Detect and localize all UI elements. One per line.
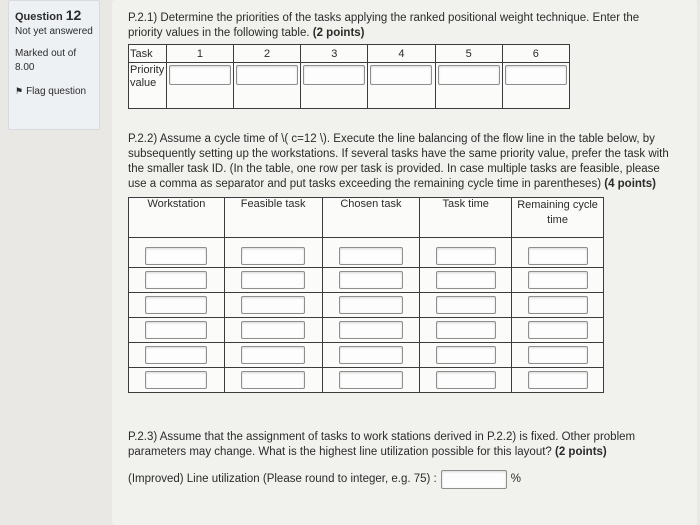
balancing-cell (224, 343, 322, 368)
workstation-input-row-5[interactable] (145, 346, 207, 364)
balancing-row-5 (129, 343, 604, 368)
line-balancing-table (128, 197, 604, 393)
chosen-task-input-row-1[interactable] (339, 247, 403, 265)
remaining-time-input-row-2[interactable] (528, 271, 588, 289)
task-time-input-row-3[interactable] (436, 296, 496, 314)
balancing-row-1 (129, 238, 604, 268)
task-id-2: 2 (233, 45, 300, 63)
balancing-cell (224, 318, 322, 343)
task-time-input-row-1[interactable] (436, 247, 496, 265)
p23-text-block (128, 430, 684, 460)
p21-question-text: P.2.1) Determine the priorities of the tasks applying the ranked positional weight technique. Enter the priority values in the following table. (128, 12, 640, 39)
task-id-6: 6 (502, 45, 569, 63)
balancing-cell (322, 343, 420, 368)
p23-points: (2 points) (555, 446, 607, 458)
balancing-cell (420, 238, 512, 268)
balancing-cell (224, 238, 322, 268)
flag-question-label[interactable]: Flag question (26, 86, 87, 97)
feasible-task-input-row-6[interactable] (241, 371, 305, 389)
remaining-time-input-row-4[interactable] (528, 321, 588, 339)
header-remaining-cycle-time: Remaining cycle time (512, 198, 604, 238)
balancing-cell (420, 343, 512, 368)
balancing-cell (420, 318, 512, 343)
question-content (112, 0, 697, 525)
balancing-cell (224, 293, 322, 318)
utilization-prompt: (Improved) Line utilization (Please round to integer, e.g. 75) : (128, 473, 437, 485)
balancing-row-6 (129, 368, 604, 393)
feasible-task-input-row-4[interactable] (241, 321, 305, 339)
priority-input-task-5[interactable] (438, 65, 500, 85)
feasible-task-input-row-5[interactable] (241, 346, 305, 364)
feasible-task-input-row-1[interactable] (241, 247, 305, 265)
task-time-input-row-5[interactable] (436, 346, 496, 364)
header-feasible-task: Feasible task (224, 198, 322, 238)
task-id-3: 3 (301, 45, 368, 63)
balancing-cell (322, 293, 420, 318)
balancing-cell (512, 238, 604, 268)
question-status: Not yet answered (15, 26, 93, 37)
p22-text-block (128, 132, 676, 192)
remaining-time-input-row-6[interactable] (528, 371, 588, 389)
balancing-cell (512, 368, 604, 393)
balancing-cell (512, 318, 604, 343)
balancing-cell (420, 293, 512, 318)
task-id-4: 4 (368, 45, 435, 63)
priority-table (128, 44, 570, 109)
flag-icon[interactable]: ⚑ (15, 86, 24, 96)
balancing-cell (129, 238, 225, 268)
task-time-input-row-6[interactable] (436, 371, 496, 389)
balancing-cell (512, 343, 604, 368)
balancing-cell (420, 368, 512, 393)
task-time-input-row-4[interactable] (436, 321, 496, 339)
percent-unit: % (510, 473, 521, 485)
p22-question-text: P.2.2) Assume a cycle time of \( c=12 \). Execute the line balancing of the flow line in the table below, by subsequently setting up the workstations. If several tasks have the same priority value, prefer the task with the smaller task ID. (In the table, one row per task is provided. In case multiple tasks are feasible, please use a comma as separator and put tasks exceeding the remaining cycle time in parentheses) (128, 133, 669, 190)
remaining-time-input-row-1[interactable] (528, 247, 588, 265)
balancing-row-2 (129, 268, 604, 293)
priority-input-task-1[interactable] (169, 65, 231, 85)
feasible-task-input-row-2[interactable] (241, 271, 305, 289)
balancing-cell (322, 268, 420, 293)
workstation-input-row-2[interactable] (145, 271, 207, 289)
balancing-cell (512, 268, 604, 293)
header-task-time: Task time (420, 198, 512, 238)
priority-input-task-6[interactable] (505, 65, 567, 85)
balancing-cell (129, 293, 225, 318)
workstation-input-row-3[interactable] (145, 296, 207, 314)
priority-input-task-4[interactable] (370, 65, 432, 85)
workstation-input-row-6[interactable] (145, 371, 207, 389)
feasible-task-input-row-3[interactable] (241, 296, 305, 314)
question-number: 12 (65, 7, 82, 23)
p22-points: (4 points) (604, 178, 656, 190)
question-marks: Marked out of 8.00 (15, 48, 77, 73)
p23-question-text: P.2.3) Assume that the assignment of tasks to work stations derived in P.2.2) is fixed. Other problem parameters may change. What is the highest line utilization possible for this layout? (128, 431, 636, 458)
chosen-task-input-row-5[interactable] (339, 346, 403, 364)
header-workstation: Workstation (129, 198, 225, 238)
question-label: Question (15, 11, 63, 23)
header-chosen-task: Chosen task (322, 198, 420, 238)
chosen-task-input-row-3[interactable] (339, 296, 403, 314)
balancing-cell (322, 318, 420, 343)
utilization-answer-row (128, 470, 684, 489)
balancing-header-row (129, 198, 604, 238)
remaining-time-input-row-5[interactable] (528, 346, 588, 364)
priority-input-task-2[interactable] (236, 65, 298, 85)
chosen-task-input-row-4[interactable] (339, 321, 403, 339)
balancing-cell (224, 268, 322, 293)
flag-question-link[interactable] (15, 85, 93, 98)
priority-table-header-row (129, 45, 570, 63)
workstation-input-row-1[interactable] (145, 247, 207, 265)
balancing-cell (129, 343, 225, 368)
balancing-table-body (129, 238, 604, 393)
balancing-cell (420, 268, 512, 293)
question-info-panel (8, 0, 100, 130)
chosen-task-input-row-6[interactable] (339, 371, 403, 389)
remaining-time-input-row-3[interactable] (528, 296, 588, 314)
balancing-cell (129, 268, 225, 293)
balancing-cell (322, 238, 420, 268)
p21-text-block (128, 11, 668, 41)
priority-input-task-3[interactable] (303, 65, 365, 85)
task-header-cell: Task (129, 45, 167, 63)
balancing-cell (512, 293, 604, 318)
chosen-task-input-row-2[interactable] (339, 271, 403, 289)
balancing-cell (129, 318, 225, 343)
task-id-5: 5 (435, 45, 502, 63)
priority-header-cell: Priority value (129, 63, 167, 109)
balancing-row-3 (129, 293, 604, 318)
balancing-row-4 (129, 318, 604, 343)
utilization-input[interactable] (441, 470, 507, 489)
workstation-input-row-4[interactable] (145, 321, 207, 339)
p21-points: (2 points) (312, 27, 365, 39)
task-id-1: 1 (166, 45, 233, 63)
priority-value-row (129, 63, 570, 109)
balancing-cell (129, 368, 225, 393)
balancing-cell (224, 368, 322, 393)
question-title (15, 7, 93, 23)
balancing-cell (322, 368, 420, 393)
task-time-input-row-2[interactable] (436, 271, 496, 289)
